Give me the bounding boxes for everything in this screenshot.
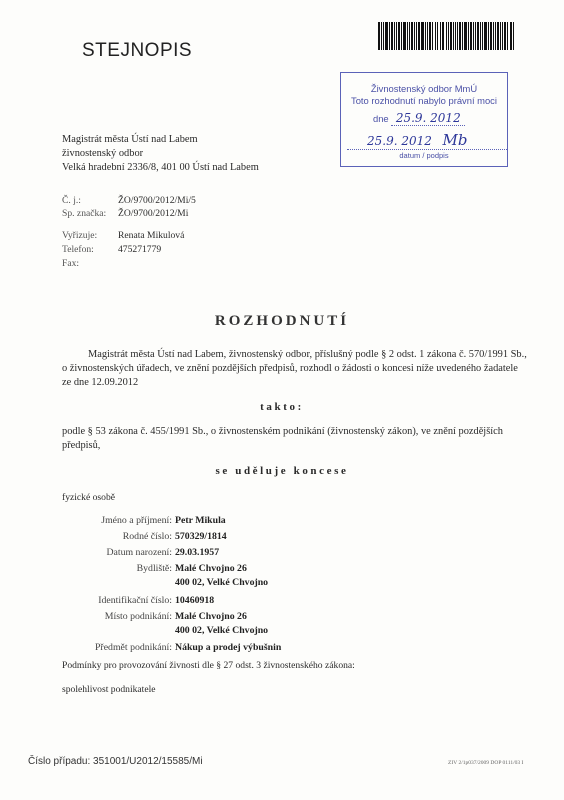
detail-value-birth-number: 570329/1814 bbox=[175, 531, 227, 542]
form-code: ZIV 2/1p037/2009 DOP 0111/03 I bbox=[448, 760, 524, 766]
ref-value-cj: ŽO/9700/2012/Mi/5 bbox=[118, 195, 196, 206]
contact-label-handler: Vyřizuje: bbox=[62, 230, 98, 241]
legal-line1: podle § 53 zákona č. 455/1991 Sb., o živnostenském podnikání (živnostenský zákon), ve znění pozdějších bbox=[62, 426, 503, 437]
ref-label-spzn: Sp. značka: bbox=[62, 208, 107, 219]
grant-heading: se uděluje koncese bbox=[215, 465, 349, 477]
detail-value-subject: Nákup a prodej výbušnin bbox=[175, 642, 282, 653]
conditions-value: spolehlivost podnikatele bbox=[62, 684, 156, 695]
ref-label-cj: Č. j.: bbox=[62, 195, 81, 206]
copy-mark: STEJNOPIS bbox=[82, 40, 193, 61]
contact-value-phone: 475271779 bbox=[118, 244, 162, 255]
stamp-signed-date: 25.9. 2012 bbox=[367, 134, 432, 148]
contact-label-fax: Fax: bbox=[62, 258, 80, 269]
detail-label-subject: Předmět podnikání: bbox=[94, 642, 172, 653]
sender-department: živnostenský odbor bbox=[62, 148, 144, 159]
detail-label-name: Jméno a příjmení: bbox=[101, 515, 172, 526]
detail-value-business-place-1: Malé Chvojno 26 bbox=[175, 611, 247, 622]
detail-value-id-number: 10460918 bbox=[175, 595, 215, 606]
conditions-line: Podmínky pro provozování živnosti dle § 27 odst. 3 živnostenského zákona: bbox=[62, 660, 355, 671]
detail-value-name: Petr Mikula bbox=[175, 515, 226, 526]
intro-line1: Magistrát města Ústí nad Labem, živnostenský odbor, příslušný podle § 2 odst. 1 zákona č. 570/1991 Sb., bbox=[88, 349, 527, 360]
sender-name: Magistrát města Ústí nad Labem bbox=[62, 134, 198, 145]
stamp-signature: Mb bbox=[442, 131, 468, 149]
case-number: Číslo případu: 351001/U2012/15585/Mi bbox=[28, 756, 203, 767]
takto-heading: takto: bbox=[260, 401, 304, 413]
detail-value-residence-1: Malé Chvojno 26 bbox=[175, 563, 247, 574]
stamp-dne-label: dne bbox=[373, 113, 389, 124]
detail-label-business-place: Místo podnikání: bbox=[104, 611, 172, 622]
stamp-line1: Živnostenský odbor MmÚ bbox=[370, 83, 478, 94]
sender-address: Velká hradební 2336/8, 401 00 Ústí nad Labem bbox=[62, 162, 259, 173]
detail-value-business-place-2: 400 02, Velké Chvojno bbox=[175, 625, 269, 636]
intro-line2: o živnostenských úřadech, ve znění pozdějších předpisů, rozhodl o žádosti o koncesi níže uvedeného žadatele bbox=[62, 363, 518, 374]
detail-label-residence: Bydliště: bbox=[136, 563, 172, 574]
detail-value-birth-date: 29.03.1957 bbox=[175, 547, 220, 558]
stamp-footer: datum / podpis bbox=[399, 151, 449, 160]
legal-line2: předpisů, bbox=[62, 440, 101, 451]
stamp-line2: Toto rozhodnutí nabylo právní moci bbox=[351, 95, 497, 106]
document-title: ROZHODNUTÍ bbox=[214, 313, 350, 329]
person-type: fyzické osobě bbox=[62, 492, 116, 503]
stamp-dne-value: 25.9. 2012 bbox=[395, 111, 461, 125]
contact-label-phone: Telefon: bbox=[62, 244, 94, 255]
intro-line3: ze dne 12.09.2012 bbox=[62, 377, 139, 388]
detail-value-residence-2: 400 02, Velké Chvojno bbox=[175, 577, 269, 588]
legal-effect-stamp bbox=[340, 72, 508, 167]
detail-label-birth-number: Rodné číslo: bbox=[122, 531, 172, 542]
barcode bbox=[378, 22, 540, 50]
detail-label-birth-date: Datum narození: bbox=[106, 547, 172, 558]
detail-label-id-number: Identifikační číslo: bbox=[98, 595, 172, 606]
contact-value-handler: Renata Mikulová bbox=[118, 230, 185, 241]
ref-value-spzn: ŽO/9700/2012/Mi bbox=[118, 208, 189, 219]
